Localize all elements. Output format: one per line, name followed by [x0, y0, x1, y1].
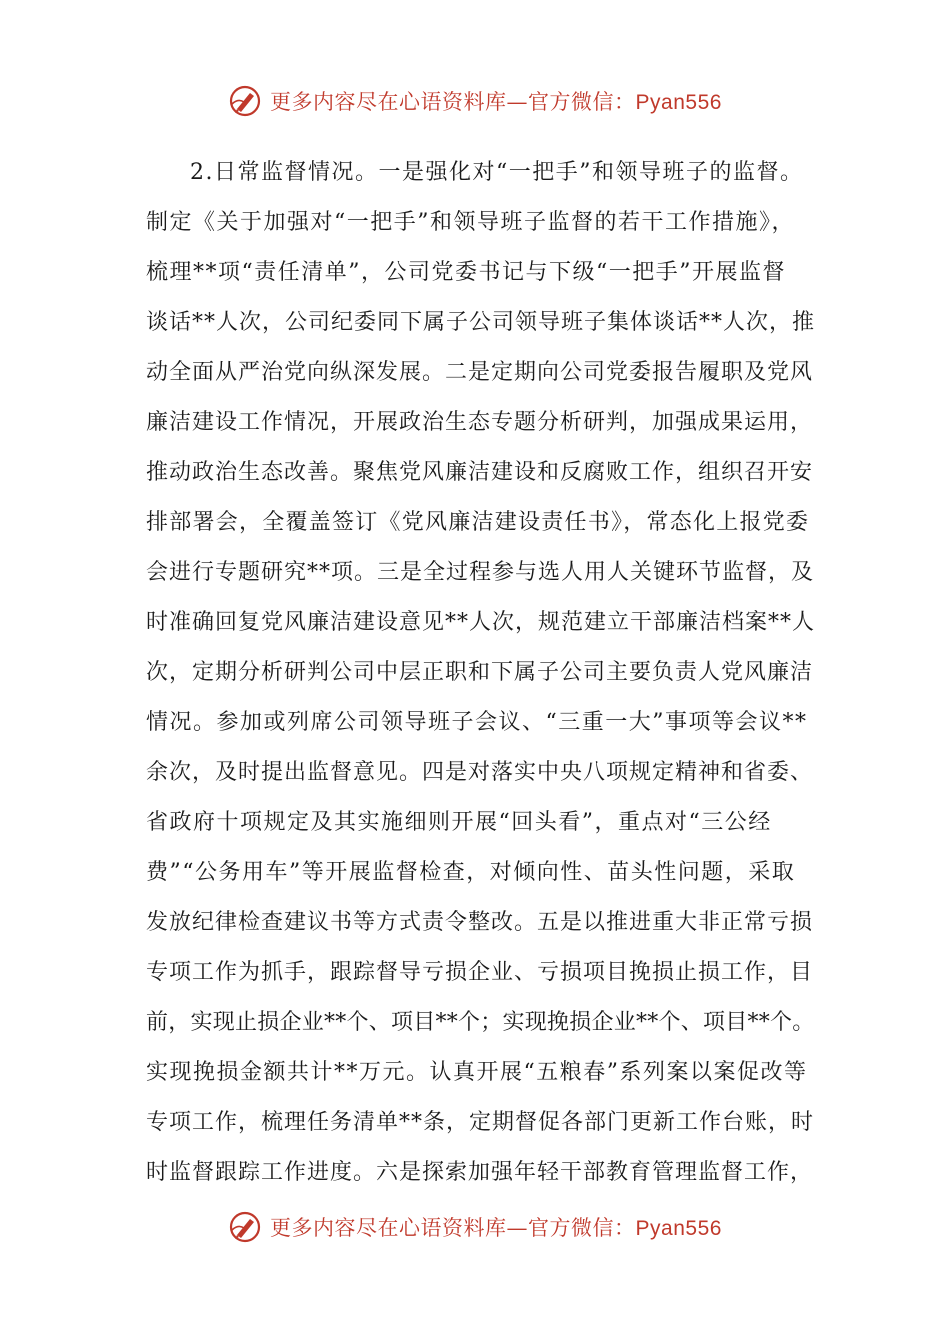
text-line: 动全面从严治党向纵深发展。二是定期向公司党委报告履职及党风: [146, 360, 814, 385]
text-line: 情况。参加或列席公司领导班子会议、“三重一大”事项等会议**: [146, 710, 808, 735]
watermark-text: 更多内容尽在心语资料库—官方微信：Pyan556: [270, 90, 722, 114]
pen-logo-icon: [228, 1210, 262, 1244]
text-line: 时监督跟踪工作进度。六是探索加强年轻干部教育管理监督工作，: [146, 1160, 814, 1185]
footer-watermark: [0, 1210, 950, 1244]
text-line: 发放纪律检查建议书等方式责令整改。五是以推进重大非正常亏损: [146, 910, 814, 935]
text-line: 实现挽损金额共计**万元。认真开展“五粮春”系列案以案促改等: [146, 1060, 808, 1085]
text-line: 次，定期分析研判公司中层正职和下属子公司主要负责人党风廉洁: [146, 660, 814, 685]
pen-logo-icon: [228, 84, 262, 118]
text-line: 谈话**人次，公司纪委同下属子公司领导班子集体谈话**人次，推: [146, 310, 816, 335]
watermark-text: 更多内容尽在心语资料库—官方微信：Pyan556: [270, 1216, 722, 1240]
text-line: 专项工作，梳理任务清单**条，定期督促各部门更新工作台账，时: [146, 1110, 815, 1135]
text-line: 费”“公务用车”等开展监督检查，对倾向性、苗头性问题，采取: [146, 860, 796, 885]
text-line: 省政府十项规定及其实施细则开展“回头看”，重点对“三公经: [146, 810, 772, 835]
text-line: 排部署会，全覆盖签订《党风廉洁建设责任书》，常态化上报党委: [146, 510, 810, 535]
text-line: 时准确回复党风廉洁建设意见**人次，规范建立干部廉洁档案**人: [146, 610, 816, 635]
text-line: 专项工作为抓手，跟踪督导亏损企业、亏损项目挽损止损工作，目: [146, 960, 814, 985]
document-body: [146, 148, 816, 1198]
text-line: 梳理**项“责任清单”，公司党委书记与下级“一把手”开展监督: [146, 260, 786, 285]
text-line: 2.日常监督情况。一是强化对“一把手”和领导班子的监督。: [190, 160, 804, 185]
text-line: 会进行专题研究**项。三是全过程参与选人用人关键环节监督，及: [146, 560, 815, 585]
text-line: 余次，及时提出监督意见。四是对落实中央八项规定精神和省委、: [146, 760, 814, 785]
text-line: 廉洁建设工作情况，开展政治生态专题分析研判，加强成果运用，: [146, 410, 814, 435]
text-line: 推动政治生态改善。聚焦党风廉洁建设和反腐败工作，组织召开安: [146, 460, 814, 485]
text-line: 前，实现止损企业**个、项目**个；实现挽损企业**个、项目**个。: [146, 1010, 815, 1035]
text-line: 制定《关于加强对“一把手”和领导班子监督的若干工作措施》，: [146, 210, 795, 235]
header-watermark: [0, 84, 950, 118]
